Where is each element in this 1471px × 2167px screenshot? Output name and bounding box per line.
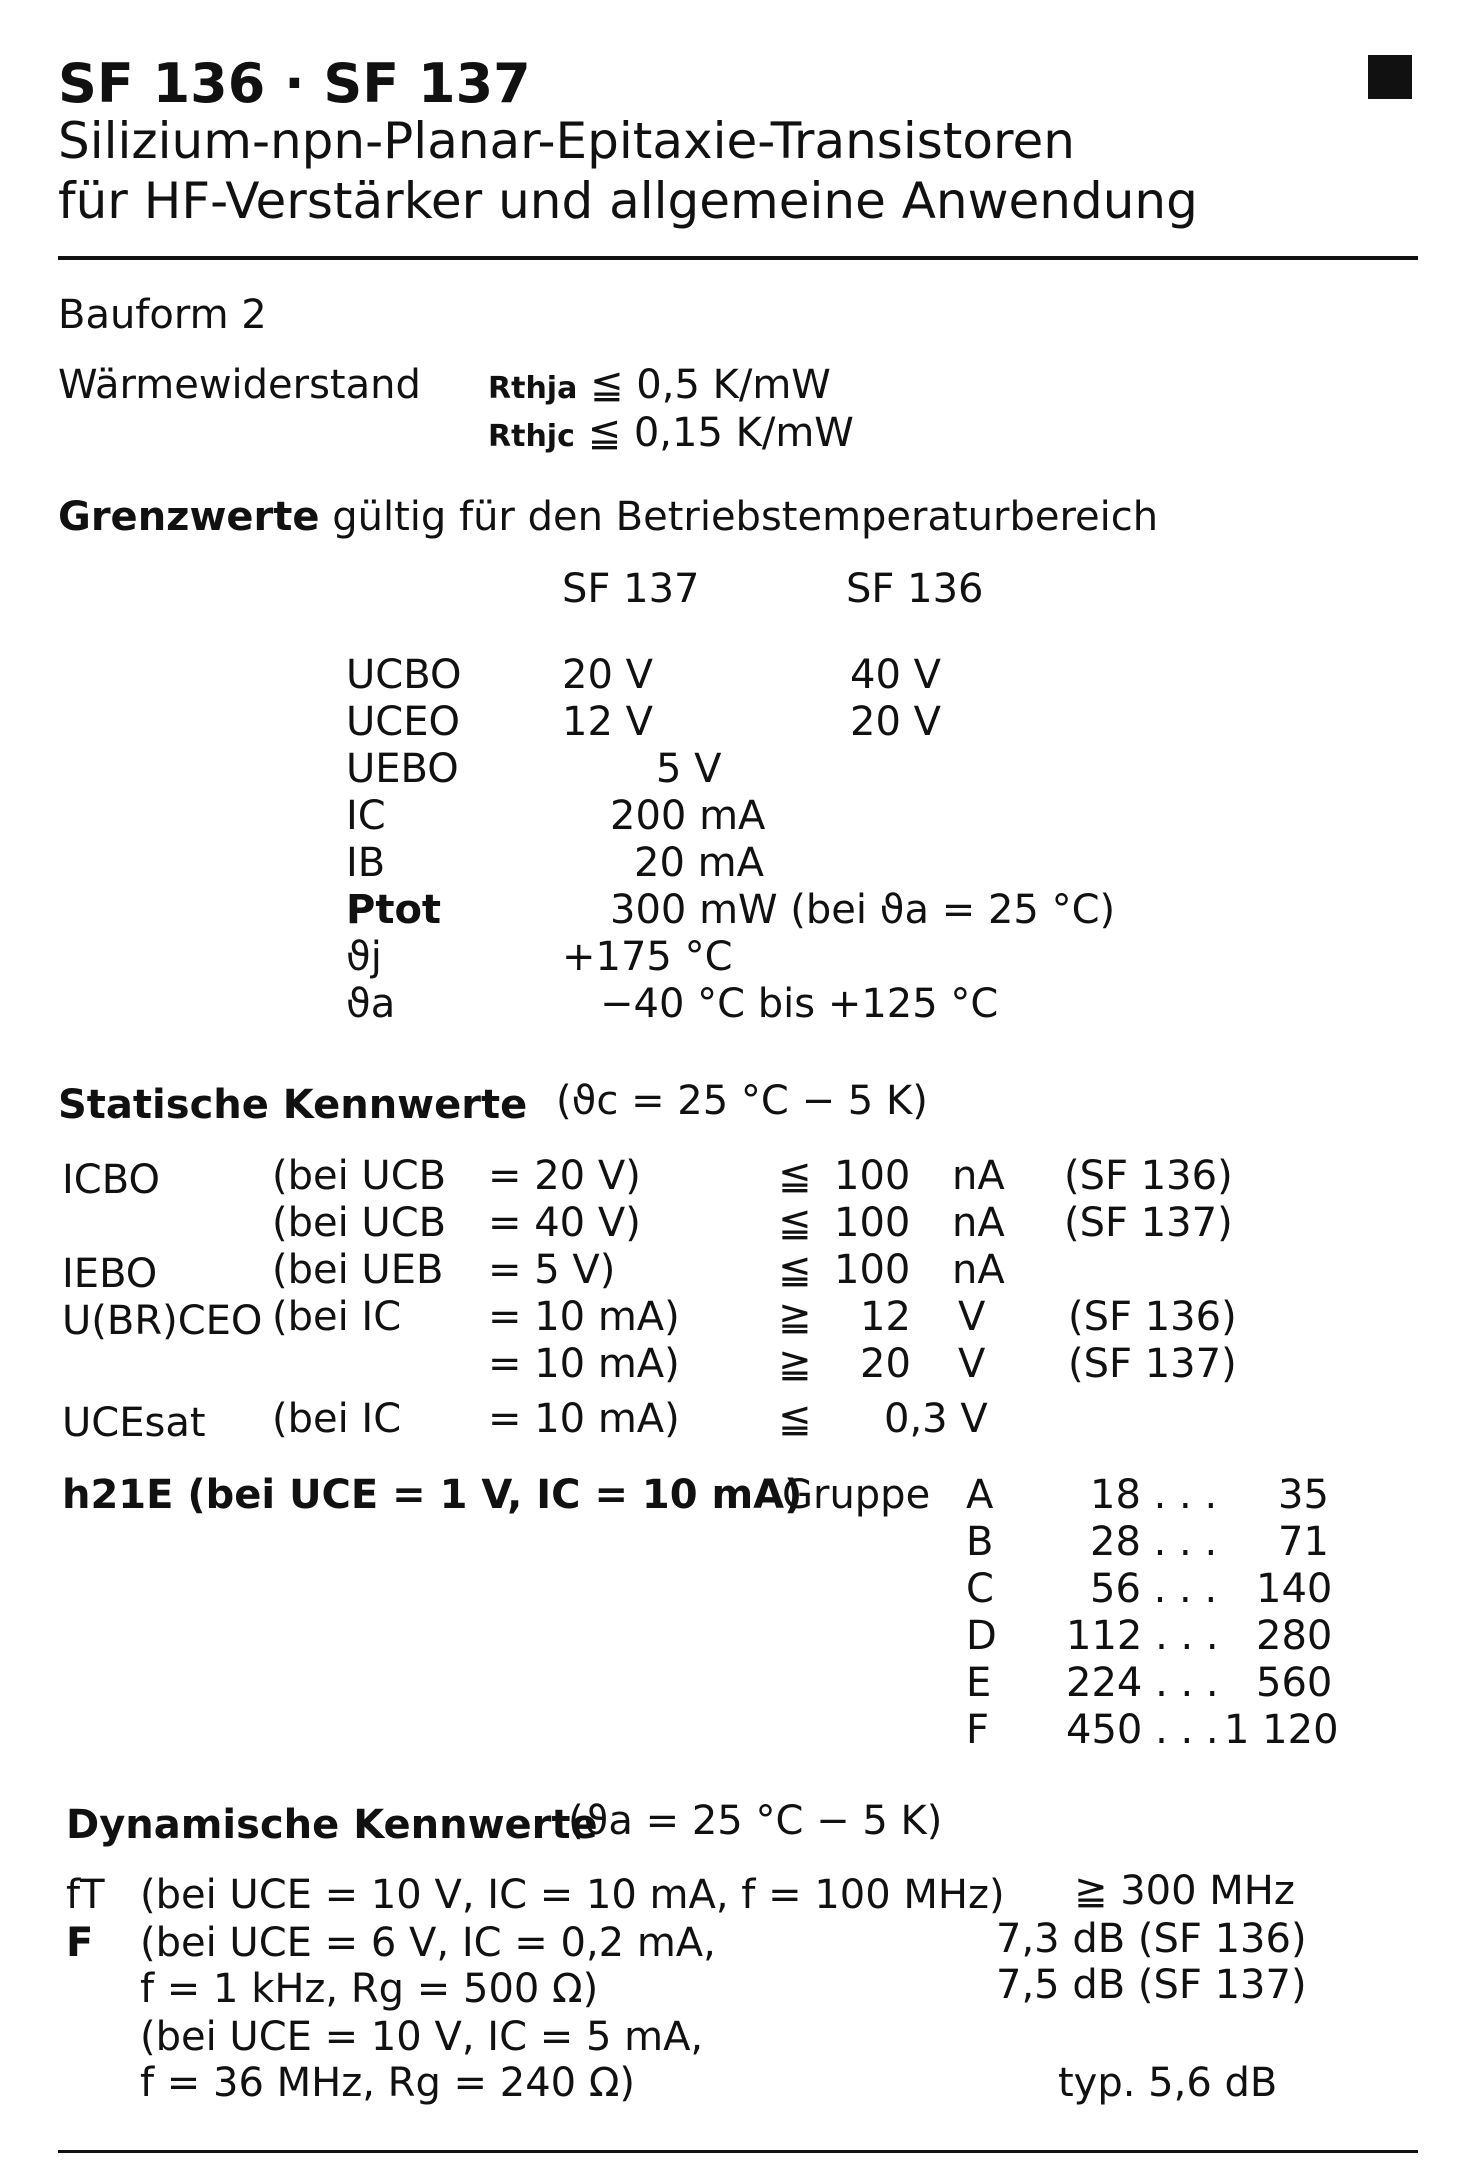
thermal-row-ja (488, 362, 831, 408)
limit-symbol: Ptot (346, 887, 442, 933)
static-note: (SF 137) (1068, 1341, 1237, 1387)
h21e-group-letter: C (966, 1566, 994, 1612)
h21e-group-high: 71 (1278, 1519, 1329, 1565)
top-rule (58, 256, 1418, 260)
static-relation: ≧ (778, 1294, 812, 1340)
limit-symbol: ϑj (346, 934, 382, 980)
limits-col-sf137: SF 137 (562, 566, 700, 612)
static-eq: = 10 mA) (488, 1294, 680, 1340)
limit-value-sf137: 12 V (562, 699, 653, 745)
thermal-value: 0,15 K/mW (633, 410, 854, 456)
h21e-group-high: 1 120 (1224, 1707, 1339, 1753)
ft-value: ≧ 300 MHz (1074, 1868, 1295, 1914)
static-unit: V (958, 1294, 986, 1340)
limit-symbol: ϑa (346, 981, 396, 1027)
static-note: (SF 136) (1068, 1294, 1237, 1340)
h21e-gruppe: Gruppe (782, 1472, 931, 1518)
static-condition: (ϑc = 25 °C − 5 K) (556, 1078, 928, 1124)
h21e-group-low: 112 . . . (1066, 1613, 1219, 1659)
static-eq: = 10 mA) (488, 1341, 680, 1387)
h21e-group-high: 280 (1256, 1613, 1333, 1659)
noise-value-typ: typ. 5,6 dB (1058, 2060, 1278, 2106)
noise-condition-1: (bei UCE = 6 V, IC = 0,2 mA, (140, 1920, 716, 1966)
static-relation: ≦ (778, 1396, 812, 1442)
thermal-symbol: Rthjc (488, 419, 575, 454)
h21e-group-letter: A (966, 1472, 994, 1518)
dynamic-condition: (ϑa = 25 °C − 5 K) (568, 1798, 943, 1844)
static-value: 100 (834, 1153, 911, 1199)
static-eq: = 40 V) (488, 1200, 641, 1246)
static-condition-bei: (bei IC (272, 1294, 402, 1340)
static-eq: = 20 V) (488, 1153, 641, 1199)
h21e-group-low: 56 . . . (1090, 1566, 1218, 1612)
static-condition-bei: (bei UCB (272, 1153, 447, 1199)
thermal-value: 0,5 K/mW (636, 362, 831, 408)
limits-col-sf136: SF 136 (846, 566, 984, 612)
static-eq: = 10 mA) (488, 1396, 680, 1442)
noise-value-sf137: 7,5 dB (SF 137) (996, 1962, 1307, 2008)
limit-value: 20 mA (634, 840, 764, 886)
static-note: (SF 136) (1064, 1153, 1233, 1199)
h21e-group-high: 35 (1278, 1472, 1329, 1518)
corner-mark (1368, 55, 1412, 99)
static-condition-bei: (bei IC (272, 1396, 402, 1442)
h21e-group-low: 450 . . . (1066, 1707, 1219, 1753)
limit-value: 200 mA (610, 793, 766, 839)
noise-condition-3: (bei UCE = 10 V, IC = 5 mA, (140, 2014, 704, 2060)
noise-condition-4: f = 36 MHz, Rg = 240 Ω) (140, 2060, 636, 2106)
static-value: 0,3 V (884, 1396, 988, 1442)
h21e-group-letter: F (966, 1707, 990, 1753)
thermal-relation: ≦ (587, 410, 622, 456)
static-heading: Statische Kennwerte (58, 1082, 528, 1128)
subtitle-line-1: Silizium-npn-Planar-Epitaxie-Transistoren (58, 112, 1075, 170)
limit-symbol: UEBO (346, 746, 459, 792)
limit-value-sf136: 40 V (850, 652, 941, 698)
h21e-group-high: 140 (1256, 1566, 1333, 1612)
ft-condition: (bei UCE = 10 V, IC = 10 mA, f = 100 MHz) (140, 1872, 1005, 1918)
h21e-group-letter: D (966, 1613, 997, 1659)
limit-symbol: UCBO (346, 652, 462, 698)
h21e-group-low: 28 . . . (1090, 1519, 1218, 1565)
static-unit: nA (952, 1200, 1005, 1246)
thermal-symbol: Rthja (488, 371, 578, 406)
h21e-group-low: 224 . . . (1066, 1660, 1219, 1706)
static-value: 100 (834, 1247, 911, 1293)
static-relation: ≧ (778, 1341, 812, 1387)
static-unit: nA (952, 1153, 1005, 1199)
limit-value-sf136: 20 V (850, 699, 941, 745)
noise-value-sf136: 7,3 dB (SF 136) (996, 1916, 1307, 1962)
thermal-label: Wärmewiderstand (58, 362, 421, 408)
static-value: 20 (860, 1341, 911, 1387)
limit-symbol: UCEO (346, 699, 460, 745)
page-title: SF 136 · SF 137 (58, 52, 531, 115)
noise-condition-2: f = 1 kHz, Rg = 500 Ω) (140, 1966, 599, 2012)
h21e-group-low: 18 . . . (1090, 1472, 1218, 1518)
bauform: Bauform 2 (58, 292, 267, 338)
limit-value: 300 mW (bei ϑa = 25 °C) (610, 887, 1116, 933)
static-value: 12 (860, 1294, 911, 1340)
limit-value: +175 °C (562, 934, 733, 980)
static-condition-bei: (bei UEB (272, 1247, 444, 1293)
thermal-relation: ≦ (590, 362, 624, 408)
limit-value: 5 V (656, 746, 722, 792)
dynamic-heading: Dynamische Kennwerte (66, 1802, 598, 1848)
limit-symbol: IC (346, 793, 386, 839)
static-symbol: IEBO (62, 1251, 158, 1297)
thermal-row-jc (488, 410, 854, 456)
limit-value-sf137: 20 V (562, 652, 653, 698)
static-symbol: U(BR)CEO (62, 1298, 263, 1344)
static-eq: = 5 V) (488, 1247, 616, 1293)
h21e-group-letter: B (966, 1519, 994, 1565)
bottom-rule (58, 2150, 1418, 2153)
h21e-group-high: 560 (1256, 1660, 1333, 1706)
limit-symbol: IB (346, 840, 386, 886)
static-unit: nA (952, 1247, 1005, 1293)
static-symbol: UCEsat (62, 1400, 206, 1446)
static-relation: ≦ (778, 1153, 812, 1199)
static-value: 100 (834, 1200, 911, 1246)
static-condition-bei: (bei UCB (272, 1200, 447, 1246)
limit-value: −40 °C bis +125 °C (600, 981, 999, 1027)
limits-heading (58, 494, 1158, 540)
subtitle-line-2: für HF-Verstärker und allgemeine Anwendung (58, 172, 1198, 230)
limits-heading-rest: gültig für den Betriebstemperaturbereich (332, 494, 1159, 540)
static-relation: ≦ (778, 1247, 812, 1293)
static-unit: V (958, 1341, 986, 1387)
static-note: (SF 137) (1064, 1200, 1233, 1246)
ft-symbol: fT (66, 1872, 105, 1918)
noise-symbol: F (66, 1920, 94, 1966)
h21e-group-letter: E (966, 1660, 992, 1706)
static-symbol: ICBO (62, 1157, 160, 1203)
limits-heading-bold: Grenzwerte (58, 494, 320, 540)
h21e-label: h21E (bei UCE = 1 V, IC = 10 mA) (62, 1472, 803, 1518)
static-relation: ≦ (778, 1200, 812, 1246)
